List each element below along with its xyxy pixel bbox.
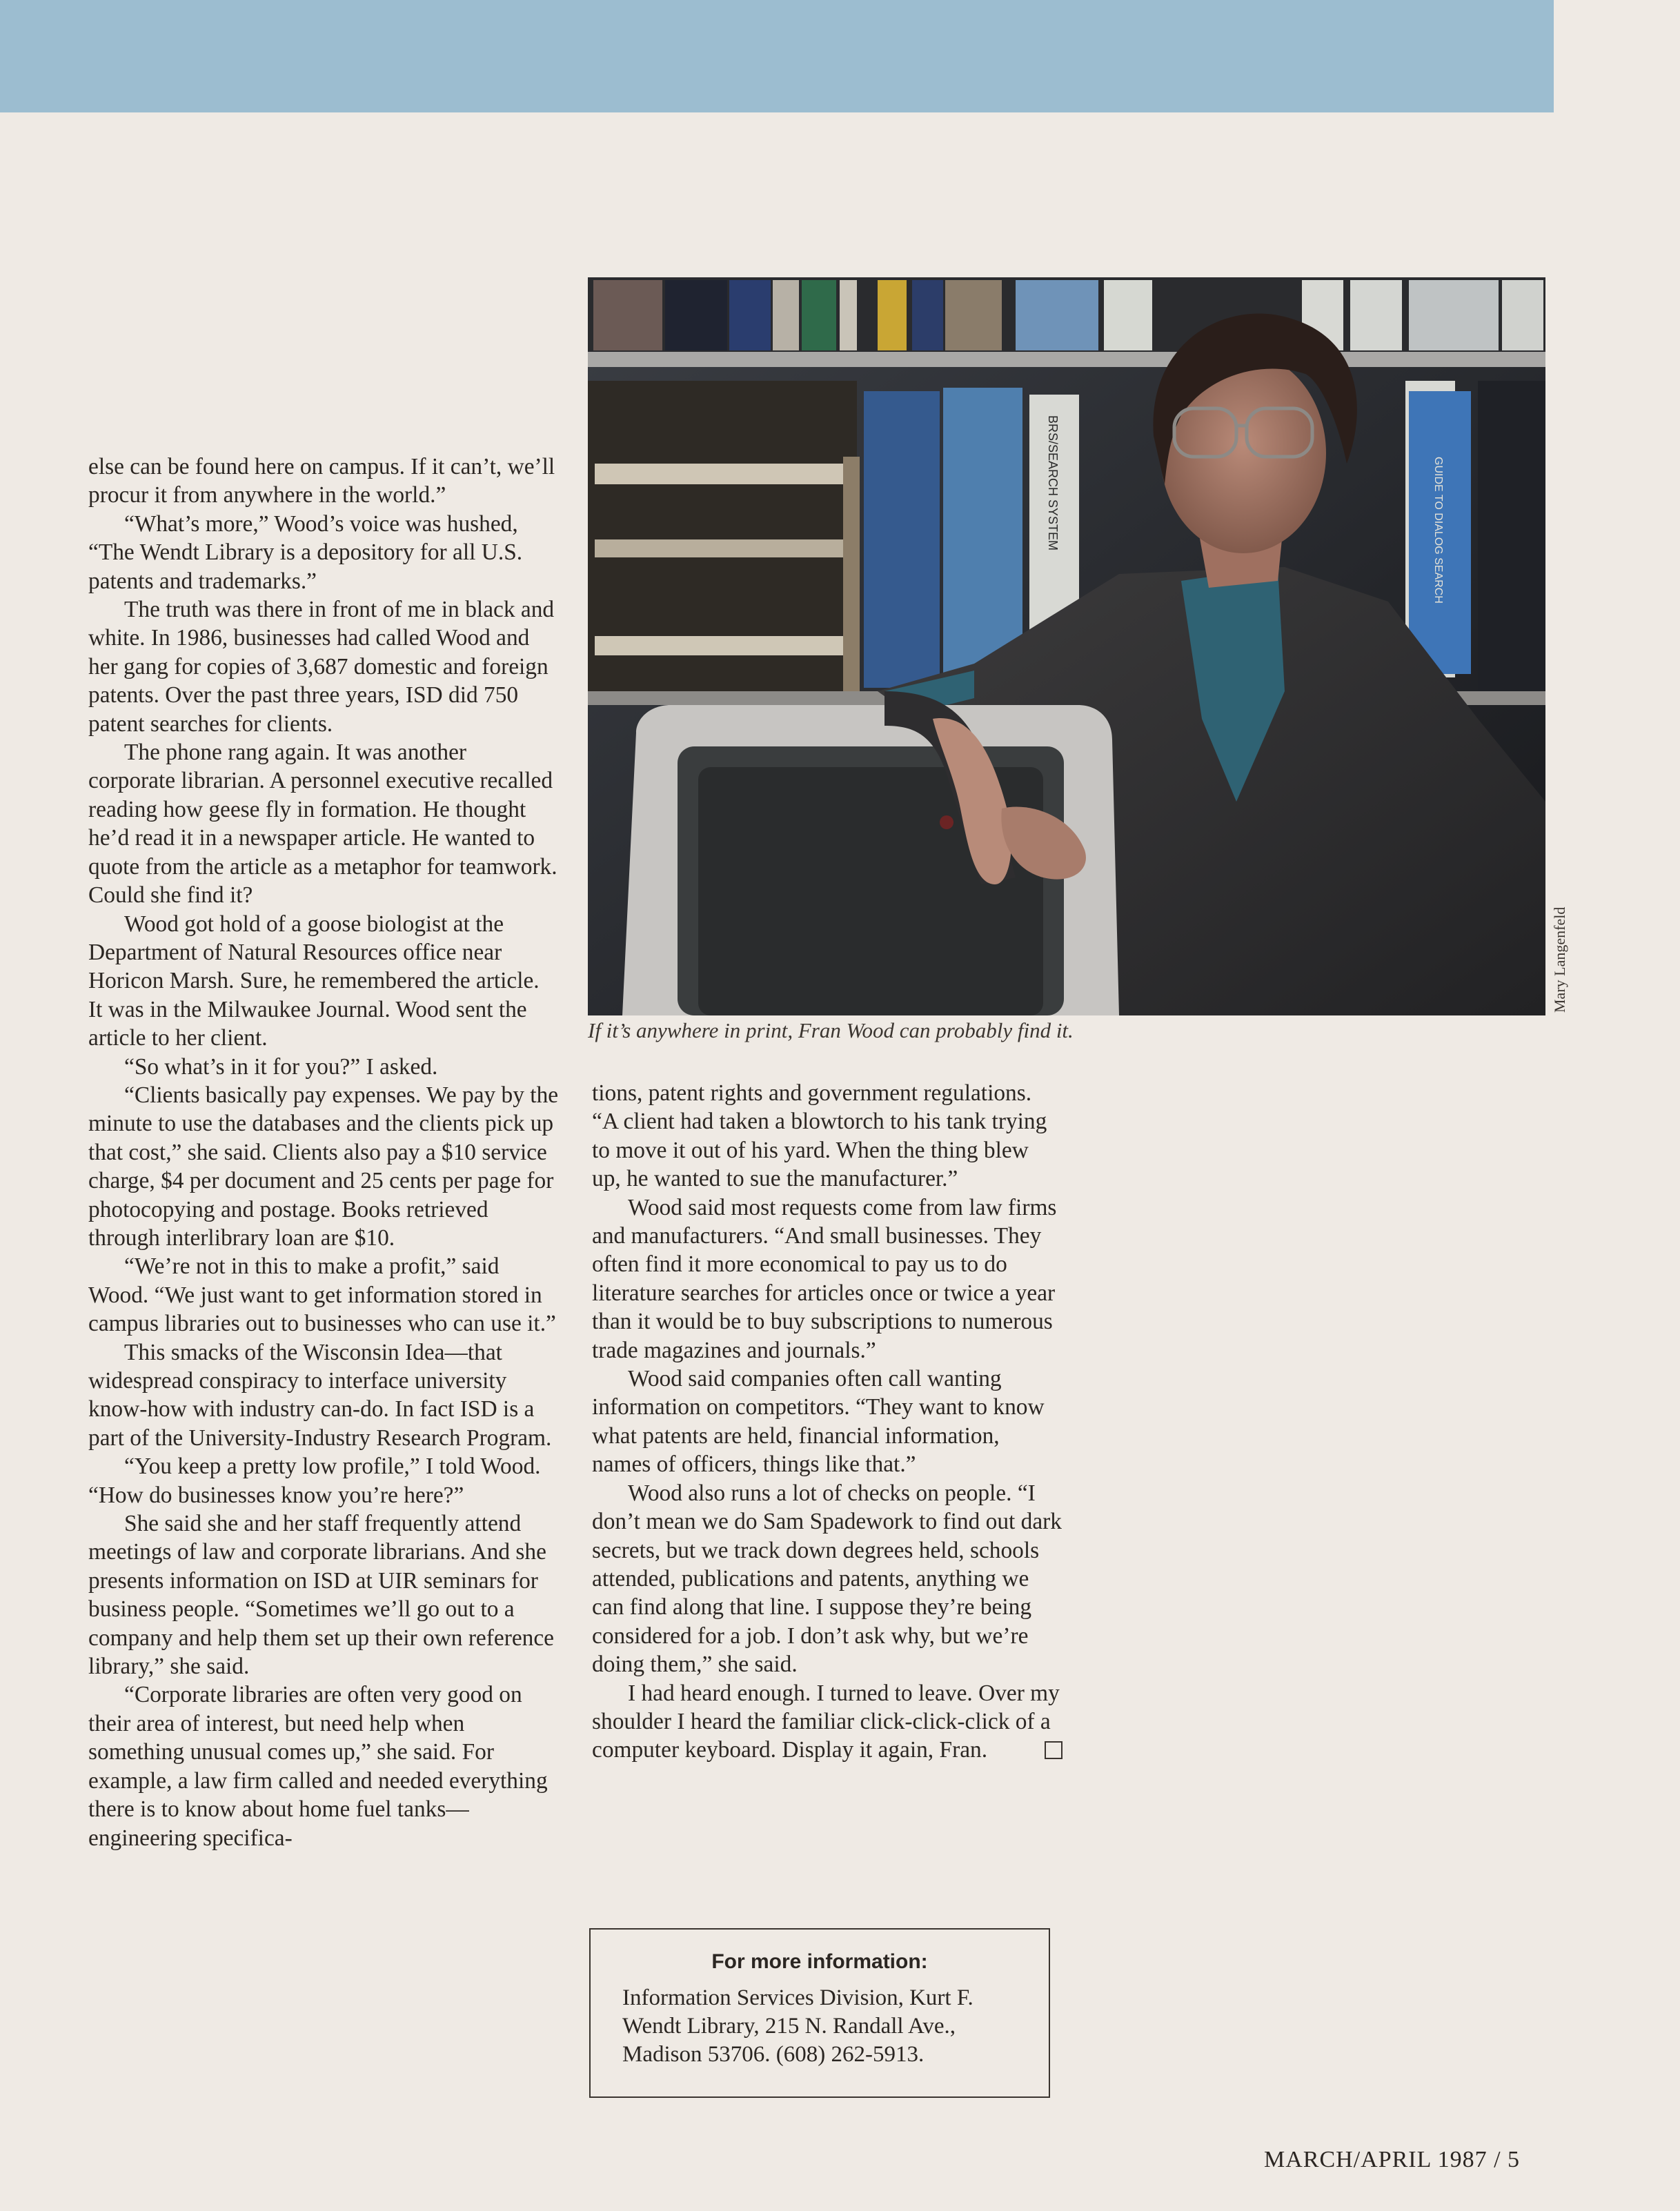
paragraph-final-text: I had heard enough. I turned to leave. Over my shoulder I heard the familiar click-click-click of a computer keyboard. Display it again, Fran. [592,1680,1060,1763]
end-of-article-mark [1045,1741,1063,1759]
page-folio: MARCH/APRIL 1987 / 5 [1264,2147,1521,2172]
info-box-title: For more information: [711,1950,928,1973]
paragraph: “Clients basically pay expenses. We pay by the minute to use the databases and the clients pick up that cost,” she said. Clients also pay a $10 service charge, $4 per document and 25 cents per page for photocopying and postage. Books retrieved through interlibrary loan are $10. [88,1082,559,1251]
info-line: Madison 53706. (608) 262-5913. [622,2042,925,2067]
info-line: Wendt Library, 215 N. Randall Ave., [622,2014,956,2039]
paragraph-final [592,1679,1063,1765]
header-color-band [0,0,1554,112]
binder-spine-label: BRS/SEARCH SYSTEM [1046,415,1060,551]
paragraph: This smacks of the Wisconsin Idea—that widespread conspiracy to interface university know-how with industry can-do. In fact ISD is a part of the University-Industry Research Program. [88,1339,552,1451]
photo-fran-wood [588,277,1545,1015]
paragraph: “You keep a pretty low profile,” I told Wood. “How do businesses know you’re here?” [88,1454,541,1508]
paragraph: “So what’s in it for you?” I asked. [124,1053,438,1080]
paragraph: “We’re not in this to make a profit,” said Wood. “We just want to get information stored in campus libraries out to businesses who can use it.” [88,1253,556,1337]
article-column-2 [592,1079,1063,1765]
paragraph: Wood said most requests come from law firms and manufacturers. “And small businesses. They often find it more economical to pay us to do literature searches for articles once or twice a year than it would be to buy subscriptions to numerous trade magazines and journals.” [592,1194,1057,1363]
info-line: Information Services Division, Kurt F. [622,1985,974,2010]
photo-caption: If it’s anywhere in print, Fran Wood can probably find it. [588,1018,1074,1042]
binder-spine-label: GUIDE TO DIALOG SEARCH [1432,457,1444,604]
paragraph: Wood got hold of a goose biologist at the Department of Natural Resources office near Horicon Marsh. Sure, he remembered the article. It was in the Milwaukee Journal. Wood sent the article to her client. [88,911,540,1051]
paragraph: Wood said companies often call wanting information on competitors. “They want to know what patents are held, financial information, names of officers, things like that.” [592,1366,1045,1478]
more-information-box [589,1928,1050,2098]
paragraph: tions, patent rights and government regulations. “A client had taken a blowtorch to his tank trying to move it out of his yard. When the thing blew up, he wanted to sue the manufacturer.” [592,1080,1047,1192]
paragraph: else can be found here on campus. If it can’t, we’ll procur it from anywhere in the world.” [88,454,555,508]
paragraph: Wood also runs a lot of checks on people. “I don’t mean we do Sam Spadework to find out dark secrets, but we track down degrees held, schools attended, publications and patents, anything we can find along that line. I suppose they’re being considered for a job. I don’t ask why, but we’re doing them,” she said. [592,1480,1062,1678]
paragraph: “What’s more,” Wood’s voice was hushed, “The Wendt Library is a depository for all U.S. patents and trademarks.” [88,510,523,594]
paragraph: The phone rang again. It was another corporate librarian. A personnel executive recalled reading how geese fly in formation. He thought he’d read it in a newspaper article. He wanted to quote from the article as a metaphor for teamwork. Could she find it? [88,740,557,909]
paragraph: “Corporate libraries are often very good on their area of interest, but need help when something unusual comes up,” she said. For example, a law firm called and needed everything there is to know about home fuel tanks—engineering specifica- [88,1682,548,1851]
article-column-1 [88,453,559,1852]
paragraph: The truth was there in front of me in black and white. In 1986, businesses had called Wood and her gang for copies of 3,687 domestic and foreign patents. Over the past three years, ISD did 750 patent searches for clients. [88,597,555,737]
paragraph: She said she and her staff frequently attend meetings of law and corporate librarians. And she presents information on ISD at UIR seminars for business people. “Sometimes we’ll go out to a company and help them set up their own reference library,” she said. [88,1511,554,1680]
